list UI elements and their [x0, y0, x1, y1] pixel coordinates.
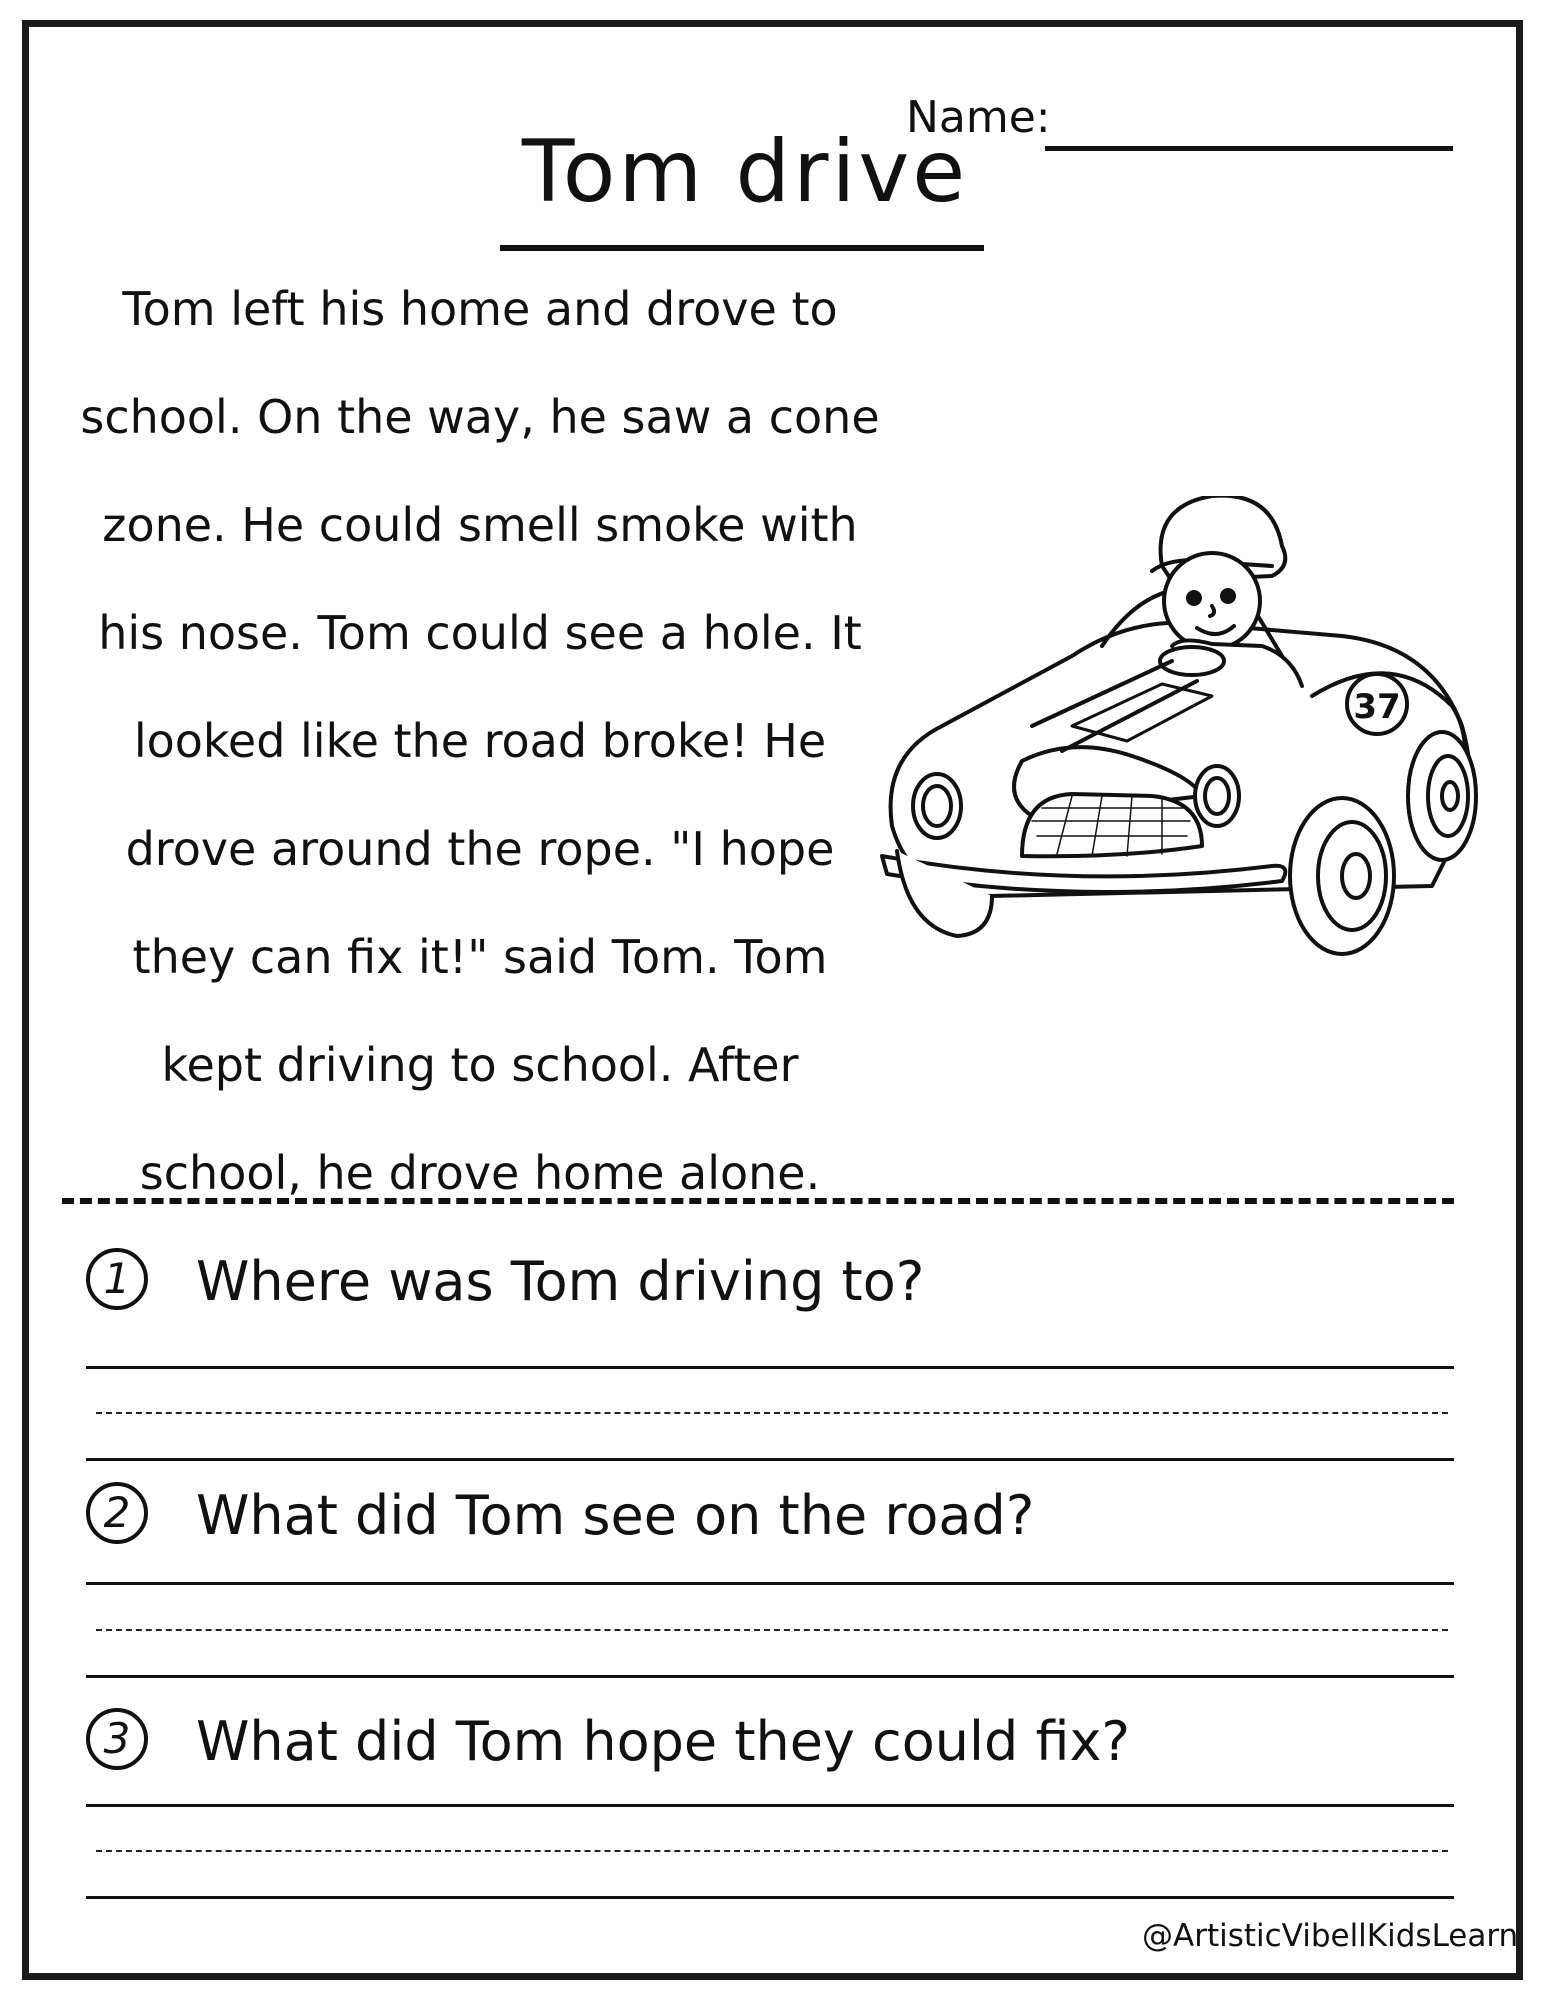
- question-text: What did Tom hope they could fix?: [196, 1710, 1131, 1773]
- story-line: they can fix it!" said Tom. Tom: [132, 930, 828, 984]
- credit-text: @ArtisticVibellKidsLearn: [1142, 1918, 1519, 1954]
- answer-line[interactable]: [86, 1896, 1454, 1899]
- section-divider: [62, 1198, 1454, 1204]
- story-line: kept driving to school. After: [161, 1038, 799, 1092]
- title-underline: [500, 245, 984, 251]
- answer-line[interactable]: [86, 1582, 1454, 1585]
- story-line: zone. He could smell smoke with: [102, 498, 858, 552]
- car-number: 37: [1353, 687, 1401, 727]
- name-field-line[interactable]: [1045, 146, 1453, 151]
- story-line: looked like the road broke! He: [133, 714, 827, 768]
- answer-line[interactable]: [86, 1804, 1454, 1807]
- question-2: [86, 1476, 1466, 1556]
- race-car-boy-icon: [872, 496, 1492, 956]
- answer-guide-line: [96, 1629, 1448, 1631]
- question-number: 1: [86, 1248, 148, 1310]
- story-line: his nose. Tom could see a hole. It: [98, 606, 862, 660]
- question-3: [86, 1702, 1466, 1782]
- story-passage: [60, 255, 900, 1227]
- story-line: drove around the rope. "I hope: [125, 822, 835, 876]
- question-text: What did Tom see on the road?: [196, 1484, 1035, 1547]
- question-number: 2: [86, 1482, 148, 1544]
- answer-guide-line: [96, 1850, 1448, 1852]
- question-number: 3: [86, 1708, 148, 1770]
- question-1: [86, 1242, 1466, 1322]
- story-line: Tom left his home and drove to: [122, 282, 838, 336]
- story-line: school. On the way, he saw a cone: [80, 390, 880, 444]
- answer-guide-line: [96, 1412, 1448, 1414]
- name-label: Name:: [906, 92, 1051, 143]
- story-line: school, he drove home alone.: [139, 1146, 821, 1200]
- answer-line[interactable]: [86, 1675, 1454, 1678]
- answer-line[interactable]: [86, 1366, 1454, 1369]
- question-text: Where was Tom driving to?: [196, 1250, 925, 1313]
- page-title: Tom drive: [521, 122, 969, 222]
- answer-line[interactable]: [86, 1458, 1454, 1461]
